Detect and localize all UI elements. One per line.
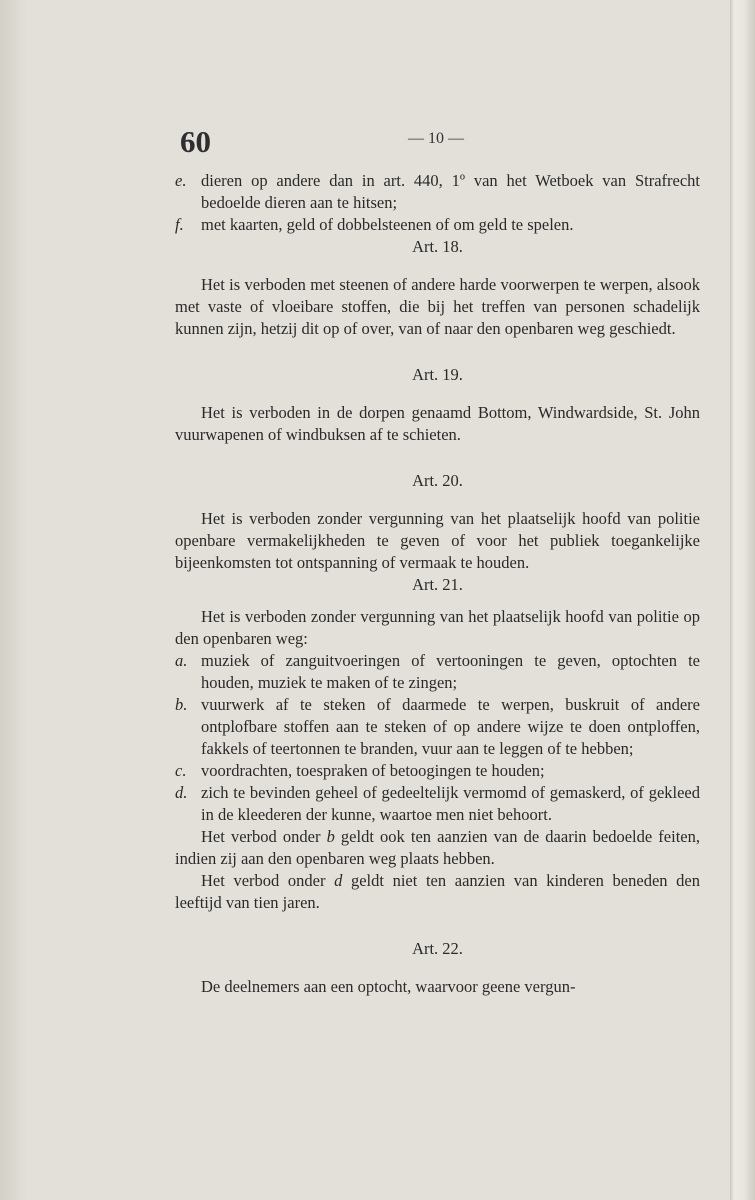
item-text: voordrachten, toespraken of betoogingen te houden;	[201, 761, 545, 780]
article-heading-19: Art. 19.	[412, 365, 463, 384]
item-text: zich te bevinden geheel of gedeeltelijk vermomd of gemaskerd, of gekleed in de kleederen der kunne, waartoe men niet behoort.	[201, 783, 700, 824]
article-intro-21: Het is verboden zonder vergunning van het plaatselijk hoofd van politie op den openbaren weg:	[175, 607, 700, 648]
article-heading-18: Art. 18.	[412, 237, 463, 256]
article-heading-22: Art. 22.	[412, 939, 463, 958]
list-item	[175, 170, 700, 214]
item-label: c.	[175, 761, 187, 780]
page-stack-edge	[730, 0, 755, 1200]
printed-page-number: — 10 —	[408, 130, 464, 147]
item-label: f.	[175, 215, 184, 234]
article-heading-20: Art. 20.	[412, 471, 463, 490]
article-text-20: Het is verboden zonder vergunning van het plaatselijk hoofd van politie openbare vermakelijkheden te geven of voor het publiek toegankelijke bijeenkomsten tot ontspanning of vermaak te houden.	[175, 509, 700, 572]
note-d: Het verbod onder d geldt niet ten aanzien van kinderen beneden den leeftijd van tien jaren.	[175, 871, 700, 912]
item-label: a.	[175, 651, 188, 670]
list-item	[175, 782, 700, 826]
item-text: dieren op andere dan in art. 440, 1º van het Wetboek van Strafrecht bedoelde dieren aan te hitsen;	[201, 171, 700, 212]
item-label: d.	[175, 783, 188, 802]
article-heading-21: Art. 21.	[412, 575, 463, 594]
item-label: e.	[175, 171, 187, 190]
document-body	[175, 170, 700, 998]
item-text: vuurwerk af te steken of daarmede te werpen, buskruit of andere ontplofbare stoffen aan te steken of op andere wijze te doen ontploffen, fakkels of teertonnen te branden, vuur aan te leggen of te hebben;	[201, 695, 700, 758]
list-item	[175, 214, 700, 236]
list-item	[175, 760, 700, 782]
list-item	[175, 694, 700, 760]
handwritten-page-number: 60	[180, 124, 211, 159]
article-text-18: Het is verboden met steenen of andere harde voorwerpen te werpen, alsook met vaste of vloeibare stoffen, die bij het treffen van personen schadelijk kunnen zijn, hetzij dit op of over, van of naar den openbaren weg geschiedt.	[175, 275, 700, 338]
item-text: met kaarten, geld of dobbelsteenen of om geld te spelen.	[201, 215, 574, 234]
page-fold-shadow	[0, 0, 28, 1200]
article-text-22: De deelnemers aan een optocht, waarvoor geene vergun-	[201, 977, 576, 996]
item-text: muziek of zanguitvoeringen of vertooningen te geven, optochten te houden, muziek te maken of te zingen;	[201, 651, 700, 692]
list-item	[175, 650, 700, 694]
note-b: Het verbod onder b geldt ook ten aanzien van de daarin bedoelde feiten, indien zij aan den openbaren weg plaats hebben.	[175, 827, 700, 868]
article-text-19: Het is verboden in de dorpen genaamd Bottom, Windwardside, St. John vuurwapenen of windbuksen af te schieten.	[175, 403, 700, 444]
item-label: b.	[175, 695, 188, 714]
